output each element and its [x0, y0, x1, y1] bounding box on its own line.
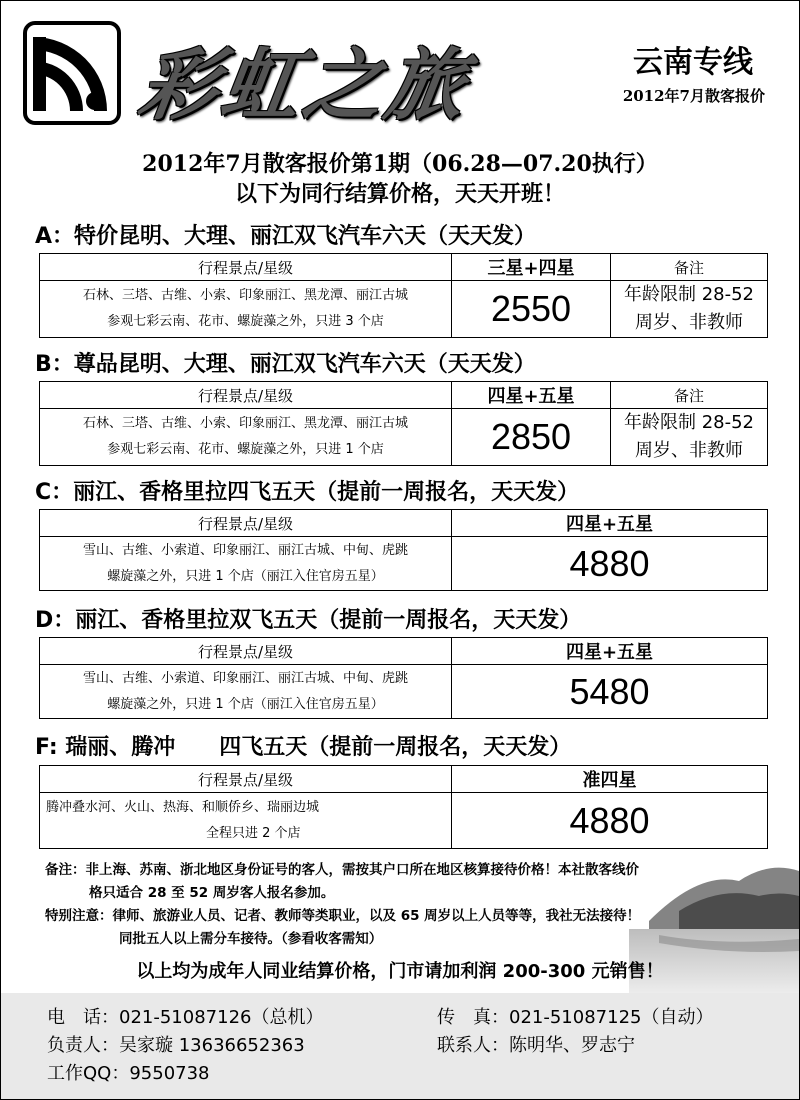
remark-line: 周岁、非教师: [635, 440, 743, 461]
col-star-header: 三星+四星: [452, 254, 611, 281]
tour-price: 2850: [452, 409, 611, 466]
issue-notice: 2012年7月散客报价第1期（06.28—07.20执行）: [142, 151, 658, 177]
note-line: 特别注意：律师、旅游业人员、记者、教师等类职业，以及 65 周岁以上人员等等，我社无法接待！: [45, 908, 641, 924]
route-subtitle: 2012年7月散客报价: [622, 87, 765, 105]
col-remark-header: 备注: [611, 254, 768, 281]
tour-price: 4880: [452, 537, 768, 591]
col-spots-header: 行程景点/星级: [40, 382, 452, 409]
col-star-header: 四星+五星: [452, 638, 768, 665]
tour-d-title: D：丽江、香格里拉双飞五天（提前一周报名，天天发）: [35, 608, 582, 633]
spots-line: 螺旋藻之外，只进 1 个店（丽江入住官房五星）: [107, 696, 384, 712]
col-star-header: 四星+五星: [452, 510, 768, 537]
spots-line: 腾冲叠水河、火山、热海、和顺侨乡、瑞丽边城: [46, 799, 320, 815]
phone: 电 话：021-51087126（总机）: [47, 1007, 324, 1028]
spots-line: 全程只进 2 个店: [206, 825, 301, 841]
tour-c-table: [39, 509, 768, 591]
signal-arcs-icon: [33, 31, 113, 117]
tour-c-title: C：丽江、香格里拉四飞五天（提前一周报名，天天发）: [35, 480, 580, 505]
tour-remark: [611, 281, 768, 338]
tour-f-table: [39, 765, 768, 849]
tour-price: 5480: [452, 665, 768, 719]
tour-spots: [40, 793, 452, 849]
tour-spots: [40, 281, 452, 338]
qq: 工作QQ：9550738: [47, 1063, 210, 1084]
tour-d-table: [39, 637, 768, 719]
fax: 传 真：021-51087125（自动）: [437, 1007, 714, 1028]
col-star-header: 四星+五星: [452, 382, 611, 409]
tour-price: 2550: [452, 281, 611, 338]
remark-line: 年龄限制 28-52: [623, 284, 755, 305]
remark-line: 年龄限制 28-52: [623, 412, 755, 433]
header: [1, 1, 799, 137]
tour-spots: [40, 409, 452, 466]
col-spots-header: 行程景点/星级: [40, 254, 452, 281]
tour-f-title: F: 瑞丽、腾冲 四飞五天（提前一周报名，天天发）: [35, 735, 572, 760]
note-line: 格只适合 28 至 52 周岁客人报名参加。: [89, 885, 335, 901]
logo: [23, 21, 121, 125]
col-spots-header: 行程景点/星级: [40, 766, 452, 793]
spots-line: 螺旋藻之外，只进 1 个店（丽江入住官房五星）: [107, 568, 384, 584]
notes: [45, 859, 640, 951]
spots-line: 石林、三塔、古维、小索、印象丽江、黑龙潭、丽江古城: [82, 416, 408, 431]
tour-b-title: B：尊品昆明、大理、丽江双飞汽车六天（天天发）: [35, 352, 536, 377]
brand-wordmark: [133, 23, 581, 131]
tour-spots: [40, 537, 452, 591]
col-spots-header: 行程景点/星级: [40, 638, 452, 665]
tour-spots: [40, 665, 452, 719]
spots-line: 石林、三塔、古维、小索、印象丽江、黑龙潭、丽江古城: [82, 288, 408, 303]
col-star-header: 准四星: [452, 766, 768, 793]
spots-line: 雪山、古维、小索道、印象丽江、丽江古城、中甸、虎跳: [82, 670, 408, 686]
spots-line: 参观七彩云南、花市、螺旋藻之外，只进 3 个店: [107, 314, 384, 329]
tour-price: 4880: [452, 793, 768, 849]
pricing-remark: 以上均为成年人同业结算价格，门市请加利润 200-300 元销售！: [136, 961, 664, 982]
tour-remark: [611, 409, 768, 466]
note-line: 备注：非上海、苏南、浙北地区身份证号的客人，需按其户口所在地区核算接待价格！本社散客线价: [45, 862, 639, 878]
spots-line: 参观七彩云南、花市、螺旋藻之外，只进 1 个店: [107, 442, 384, 457]
manager: 负责人：吴家璇 13636652363: [47, 1035, 305, 1056]
tour-a-title: A：特价昆明、大理、丽江双飞汽车六天（天天发）: [35, 224, 537, 249]
col-spots-header: 行程景点/星级: [40, 510, 452, 537]
remark-line: 周岁、非教师: [635, 312, 743, 333]
spots-line: 雪山、古维、小索道、印象丽江、丽江古城、中甸、虎跳: [82, 542, 408, 558]
note-line: 同批五人以上需分车接待。（参看收客需知）: [119, 931, 383, 947]
contact-footer: [1, 993, 799, 1099]
tour-a-table: [39, 253, 768, 338]
contacts: 联系人：陈明华、罗志宁: [437, 1035, 635, 1056]
route-title: 云南专线: [633, 45, 753, 80]
col-remark-header: 备注: [611, 382, 768, 409]
settlement-notice: 以下为同行结算价格，天天开班！: [234, 181, 565, 207]
tour-b-table: [39, 381, 768, 466]
brand-text: 彩虹之旅: [133, 40, 475, 131]
